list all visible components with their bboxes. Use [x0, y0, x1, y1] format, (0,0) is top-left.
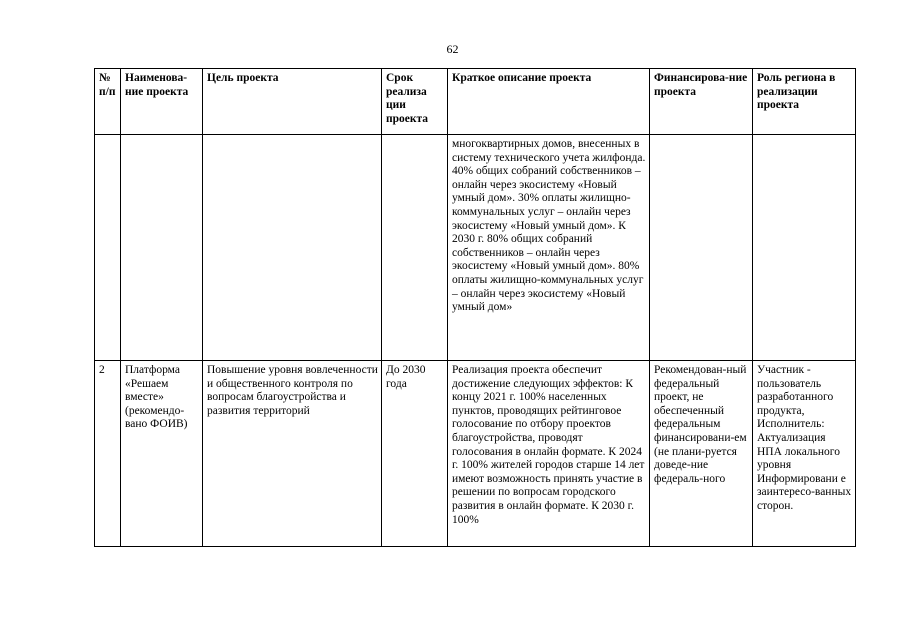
cell-project-goal	[203, 135, 382, 361]
header-region-role: Роль региона в реализации проекта	[753, 69, 856, 135]
cell-num	[95, 135, 121, 361]
page-number: 62	[446, 42, 459, 56]
header-project-term: Срок реализа ции проекта	[382, 69, 448, 135]
header-num: № п/п	[95, 69, 121, 135]
cell-project-description: многоквартирных домов, внесенных в систему технического учета жилфонда. 40% общих собраний собственников – онлайн через экосистему «Новый умный дом». 30% оплаты жилищно-коммунальных услуг – онлайн через экосистему «Новый умный дом». К 2030 г. 80% общих собраний собственников – онлайн через экосистему «Новый умный дом». 80% оплаты жилищно-коммунальных услуг – онлайн через экосистему «Новый умный дом»	[448, 135, 650, 361]
cell-project-name: Платформа «Решаем вместе» (рекомендо-вано ФОИВ)	[121, 361, 203, 547]
cell-project-term: До 2030 года	[382, 361, 448, 547]
project-table	[94, 68, 856, 547]
cell-region-role	[753, 135, 856, 361]
header-project-description: Краткое описание проекта	[448, 69, 650, 135]
cell-project-goal: Повышение уровня вовлеченности и общественного контроля по вопросам благоустройства и развития территорий	[203, 361, 382, 547]
cell-region-role: Участник - пользователь разработанного продукта, Исполнитель: Актуализация НПА локального уровня Информировани е заинтересо-ванных сторон.	[753, 361, 856, 547]
cell-project-description: Реализация проекта обеспечит достижение следующих эффектов: К концу 2021 г. 100% населенных пунктов, проводящих рейтинговое голосование по отбору проектов благоустройства, проводят голосования в онлайн формате. К 2024 г. 100% жителей городов старше 14 лет имеют возможность принять участие в решении по вопросам городского развития в онлайн формате. К 2030 г. 100%	[448, 361, 650, 547]
table-header-row	[95, 69, 856, 135]
header-project-financing: Финансирова-ние проекта	[650, 69, 753, 135]
table-row	[95, 361, 856, 547]
cell-project-term	[382, 135, 448, 361]
header-project-goal: Цель проекта	[203, 69, 382, 135]
cell-project-financing: Рекомендован-ный федеральный проект, не обеспеченный федеральным финансировани-ем (не плани-руется доведе-ние федераль-ного	[650, 361, 753, 547]
cell-num: 2	[95, 361, 121, 547]
cell-project-name	[121, 135, 203, 361]
header-project-name: Наименова-ние проекта	[121, 69, 203, 135]
cell-project-financing	[650, 135, 753, 361]
table-row	[95, 135, 856, 361]
